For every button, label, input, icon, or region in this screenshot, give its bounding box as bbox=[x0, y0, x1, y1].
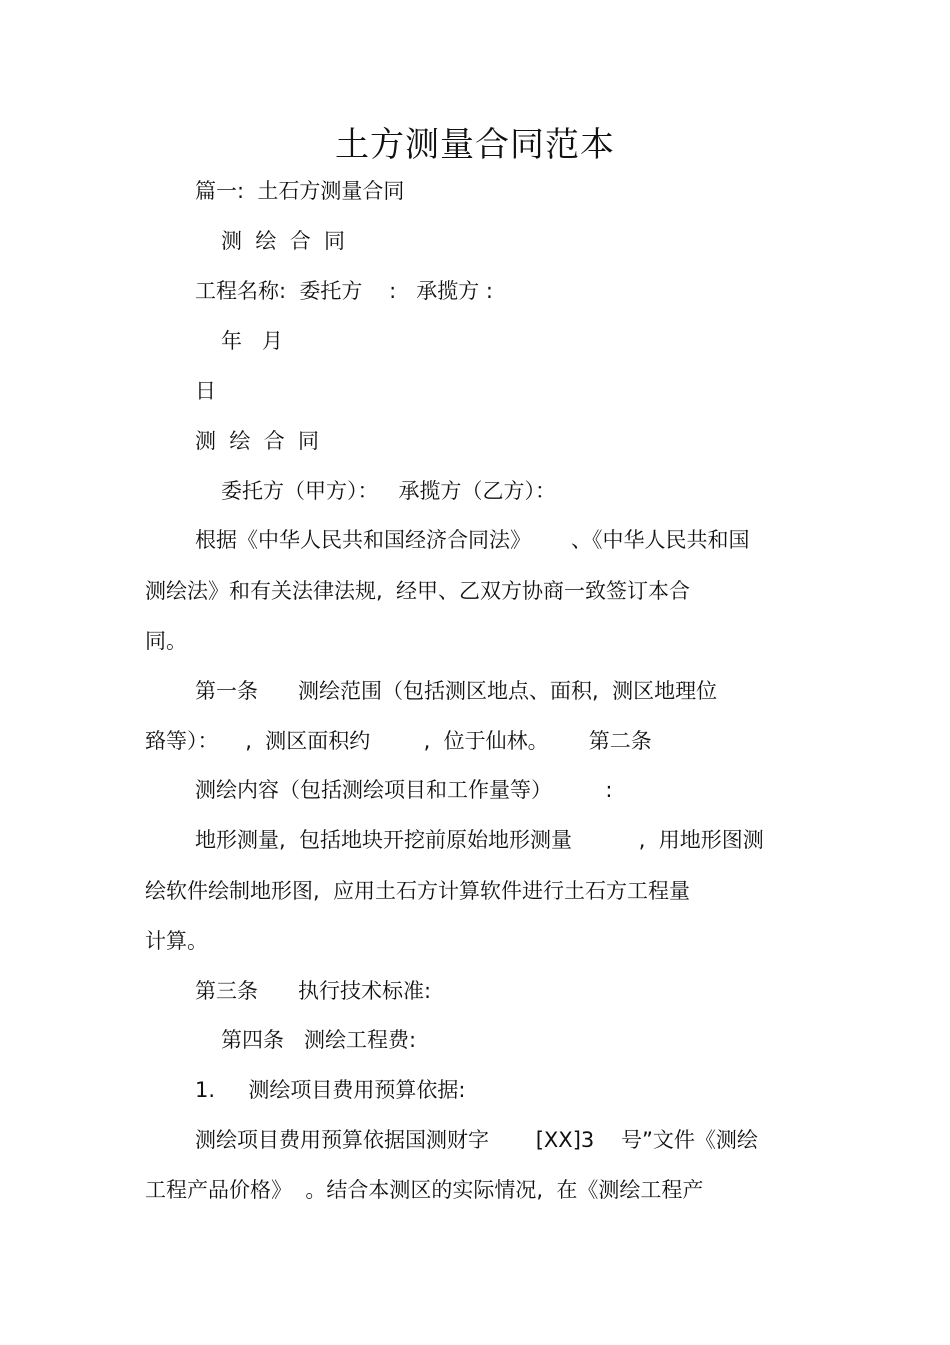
text-line-1: 篇一: 土石方测量合同 bbox=[195, 179, 405, 203]
text-line-11: 第一条 测绘范围（包括测区地点、面积, 测区地理位 bbox=[195, 679, 718, 703]
text-line-9: 测绘法》和有关法律法规, 经甲、乙双方协商一致签订本合 bbox=[145, 579, 691, 603]
text-line-12: 臵等）： , 测区面积约 , 位于仙林。 第二条 bbox=[145, 729, 652, 753]
text-line-20: 测绘项目费用预算依据国测财字 [XX]3 号”文件《测绘 bbox=[195, 1128, 758, 1152]
text-line-21: 工程产品价格》 。结合本测区的实际情况, 在《测绘工程产 bbox=[145, 1178, 704, 1202]
text-line-2: 测 绘 合 同 bbox=[221, 229, 346, 253]
text-line-3: 工程名称: 委托方 : 承揽方 : bbox=[195, 279, 493, 303]
text-line-13: 测绘内容（包括测绘项目和工作量等） : bbox=[195, 778, 613, 802]
text-line-5: 日 bbox=[195, 379, 216, 403]
text-line-14: 地形测量, 包括地块开挖前原始地形测量 , 用地形图测 bbox=[195, 828, 764, 852]
text-line-15: 绘软件绘制地形图, 应用土石方计算软件进行土石方工程量 bbox=[145, 879, 691, 903]
document-title: 土方测量合同范本 bbox=[335, 125, 615, 165]
text-line-8: 根据《中华人民共和国经济合同法》 、《中华人民共和国 bbox=[195, 528, 750, 552]
text-line-10: 同。 bbox=[145, 629, 187, 653]
text-line-16: 计算。 bbox=[145, 929, 208, 953]
text-line-4: 年 月 bbox=[221, 329, 284, 353]
text-line-19: 1. 测绘项目费用预算依据: bbox=[195, 1078, 466, 1102]
text-line-17: 第三条 执行技术标准: bbox=[195, 979, 432, 1003]
text-line-18: 第四条 测绘工程费: bbox=[221, 1028, 417, 1052]
text-line-7: 委托方（甲方）： 承揽方（乙方）： bbox=[221, 479, 557, 503]
text-line-6: 测 绘 合 同 bbox=[195, 429, 320, 453]
